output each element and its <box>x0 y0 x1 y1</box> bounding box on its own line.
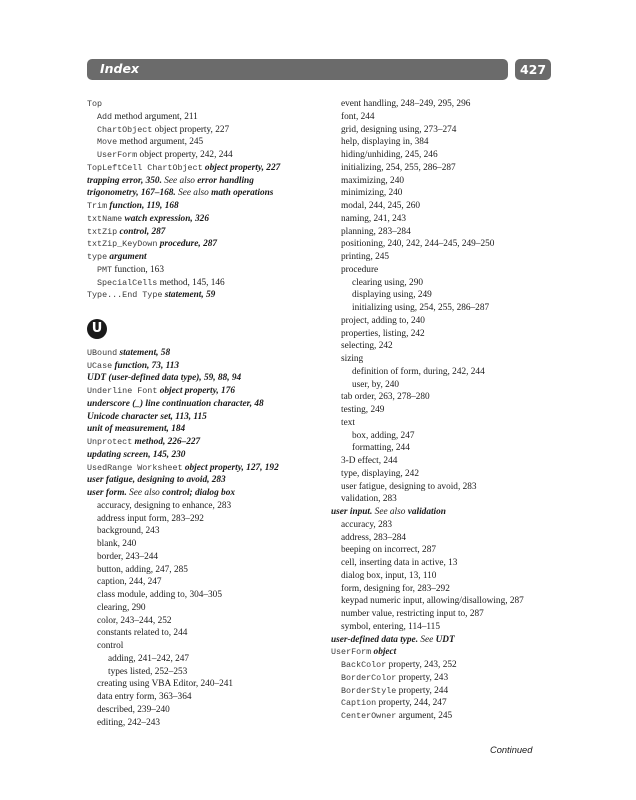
entry-text: Underline Font <box>87 386 158 396</box>
entry-text: constants related to, 244 <box>97 628 188 639</box>
entry-text: object property, 242, 244 <box>137 150 233 160</box>
entry-text: object property, 176 <box>157 386 236 396</box>
entry-text: naming, 241, 243 <box>341 213 407 224</box>
index-column-right <box>331 98 561 723</box>
entry-text: box, adding, 247 <box>352 430 415 441</box>
index-entry <box>331 634 561 647</box>
entry-text: control <box>97 641 124 651</box>
index-subentry <box>331 659 561 672</box>
section-title: Index <box>100 61 140 76</box>
entry-text: object <box>371 647 397 658</box>
index-entry <box>331 506 561 519</box>
entry-text: UserForm <box>97 150 138 160</box>
index-subentry <box>87 124 327 137</box>
index-subentry <box>331 149 561 162</box>
index-entry <box>87 462 327 475</box>
section-gap <box>87 302 327 315</box>
index-subentry <box>87 576 327 589</box>
entry-text: caption, 244, 247 <box>97 577 162 588</box>
index-subentry <box>331 124 561 137</box>
entry-text: maximizing, 240 <box>341 175 405 186</box>
index-subentry <box>87 149 327 162</box>
index-entry <box>87 449 327 462</box>
index-subentry <box>331 583 561 596</box>
index-entry <box>87 487 327 500</box>
entry-text: type <box>87 252 108 262</box>
entry-text: BorderStyle <box>341 685 397 696</box>
entry-text: Move <box>97 137 118 148</box>
entry-text: help, displaying in, 384 <box>341 137 429 148</box>
entry-text: argument <box>107 252 147 262</box>
entry-text: adding, 241–242, 247 <box>108 653 190 664</box>
entry-text: user fatigue, designing to avoid, 283 <box>341 481 477 492</box>
index-subentry <box>331 493 561 506</box>
entry-text: printing, 245 <box>341 252 390 262</box>
entry-text: user fatigue, designing to avoid, 283 <box>87 475 226 486</box>
entry-text: txtName <box>87 213 123 224</box>
index-subentry <box>87 653 327 666</box>
index-entry <box>87 289 327 302</box>
index-entry <box>87 398 327 411</box>
section-letter-badge: U <box>87 319 107 339</box>
index-subentry <box>331 417 561 430</box>
entry-text: PMT <box>97 264 113 275</box>
entry-text: property, 244 <box>396 685 449 696</box>
index-subentry <box>331 353 561 366</box>
entry-text: initializing using, 254, 255, 286–287 <box>352 303 490 313</box>
entry-text: Add <box>97 111 113 122</box>
entry-text: error handling <box>197 175 254 186</box>
index-entry <box>87 347 327 360</box>
index-subentry <box>331 442 561 455</box>
entry-text: argument, 245 <box>396 711 453 721</box>
index-entry <box>87 98 327 111</box>
index-subentry <box>87 602 327 615</box>
entry-text: event handling, 248–249, 295, 296 <box>341 99 471 109</box>
index-entry <box>87 360 327 373</box>
entry-text: control; dialog box <box>162 488 235 498</box>
entry-text: TopLeftCell ChartObject <box>87 162 203 173</box>
entry-text: UDT <box>435 634 455 645</box>
index-entry <box>87 423 327 436</box>
entry-text: validation, 283 <box>341 494 397 505</box>
index-subentry <box>331 532 561 545</box>
index-entry <box>87 175 327 188</box>
index-subentry <box>331 685 561 698</box>
index-entry <box>87 411 327 424</box>
index-subentry <box>331 608 561 621</box>
index-subentry <box>331 302 561 315</box>
index-subentry <box>331 379 561 392</box>
entry-text: accuracy, designing to enhance, 283 <box>97 500 232 511</box>
entry-text: definition of form, during, 242, 244 <box>352 366 485 377</box>
index-subentry <box>87 640 327 653</box>
index-subentry <box>331 697 561 710</box>
index-subentry <box>331 366 561 379</box>
entry-text: types listed, 252–253 <box>108 666 188 677</box>
entry-text: dialog box, input, 13, 110 <box>341 570 437 581</box>
index-entry <box>87 200 327 213</box>
entry-text: See also <box>374 507 408 517</box>
index-subentry <box>87 589 327 602</box>
entry-text: symbol, entering, 114–115 <box>341 621 440 632</box>
entry-text: properties, listing, 242 <box>341 328 425 339</box>
entry-text: selecting, 242 <box>341 341 393 352</box>
entry-text: object property, 227 <box>202 162 281 173</box>
header-bar <box>87 59 508 80</box>
entry-text: validation <box>407 507 446 517</box>
index-subentry <box>87 551 327 564</box>
index-subentry <box>331 430 561 443</box>
entry-text: watch expression, 326 <box>122 213 209 224</box>
index-subentry <box>87 500 327 513</box>
index-column-left <box>87 98 327 729</box>
index-subentry <box>331 557 561 570</box>
entry-text: clearing using, 290 <box>352 277 424 288</box>
index-subentry <box>331 328 561 341</box>
entry-text: beeping on incorrect, 287 <box>341 545 437 556</box>
entry-text: BorderColor <box>341 672 397 683</box>
index-entry <box>331 646 561 659</box>
entry-text: grid, designing using, 273–274 <box>341 124 457 135</box>
entry-text: button, adding, 247, 285 <box>97 564 188 575</box>
entry-text: Unprotect <box>87 437 133 447</box>
index-subentry <box>331 226 561 239</box>
entry-text: displaying using, 249 <box>352 290 432 301</box>
entry-text: SpecialCells <box>97 277 158 288</box>
index-subentry <box>331 238 561 251</box>
index-subentry <box>331 264 561 277</box>
entry-text: creating using VBA Editor, 240–241 <box>97 679 234 690</box>
entry-text: formatting, 244 <box>352 443 410 454</box>
index-subentry <box>331 213 561 226</box>
entry-text: keypad numeric input, allowing/disallowing, 287 <box>341 596 524 607</box>
entry-text: See also <box>164 175 198 186</box>
index-subentry <box>331 251 561 264</box>
entry-text: blank, 240 <box>97 539 137 549</box>
entry-text: underscore (_) line continuation character, 48 <box>87 398 264 409</box>
entry-text: See also <box>129 488 163 498</box>
index-subentry <box>87 264 327 277</box>
index-entry <box>87 238 327 251</box>
entry-text: positioning, 240, 242, 244–245, 249–250 <box>341 239 495 250</box>
entry-text: testing, 249 <box>341 405 385 415</box>
index-subentry <box>331 315 561 328</box>
entry-text: font, 244 <box>341 111 375 122</box>
entry-text: class module, adding to, 304–305 <box>97 590 222 600</box>
index-subentry <box>331 111 561 124</box>
page-number: 427 <box>515 59 551 80</box>
entry-text: function, 119, 168 <box>107 201 179 211</box>
entry-text: UCase <box>87 360 113 371</box>
entry-text: unit of measurement, 184 <box>87 424 186 435</box>
index-entry <box>87 436 327 449</box>
entry-text: ChartObject <box>97 124 153 135</box>
entry-text: object property, 127, 192 <box>182 462 279 473</box>
index-subentry <box>331 340 561 353</box>
index-entry <box>87 213 327 226</box>
entry-text: UDT (user-defined data type), 59, 88, 94 <box>87 373 242 384</box>
entry-text: method argument, 245 <box>117 137 204 148</box>
index-subentry <box>87 666 327 679</box>
entry-text: minimizing, 240 <box>341 188 403 199</box>
entry-text: clearing, 290 <box>97 602 146 613</box>
entry-text: UBound <box>87 347 118 358</box>
index-subentry <box>331 136 561 149</box>
entry-text: background, 243 <box>97 526 160 537</box>
entry-text: project, adding to, 240 <box>341 315 425 326</box>
entry-text: initializing, 254, 255, 286–287 <box>341 162 456 173</box>
entry-text: object property, 227 <box>152 124 230 135</box>
entry-text: See <box>420 634 436 645</box>
section-letter-row <box>87 315 327 347</box>
entry-text: type, displaying, 242 <box>341 468 419 479</box>
entry-text: Unicode character set, 113, 115 <box>87 411 207 422</box>
entry-text: method, 145, 146 <box>157 277 225 288</box>
entry-text: user, by, 240 <box>352 379 400 390</box>
entry-text: form, designing for, 283–292 <box>341 583 450 594</box>
index-subentry <box>87 538 327 551</box>
entry-text: trapping error, 350. <box>87 175 165 186</box>
index-subentry <box>331 162 561 175</box>
entry-text: UserForm <box>331 647 372 658</box>
index-subentry <box>87 704 327 717</box>
entry-text: sizing <box>341 354 364 364</box>
entry-text: Caption <box>341 698 377 709</box>
index-subentry <box>331 710 561 723</box>
entry-text: data entry form, 363–364 <box>97 692 192 702</box>
entry-text: border, 243–244 <box>97 551 159 562</box>
index-subentry <box>87 627 327 640</box>
index-subentry <box>331 98 561 111</box>
entry-text: BackColor <box>341 660 387 670</box>
index-subentry <box>331 570 561 583</box>
index-entry <box>87 226 327 239</box>
index-subentry <box>331 672 561 685</box>
index-subentry <box>87 111 327 124</box>
index-subentry <box>331 621 561 634</box>
entry-text: procedure <box>341 264 379 275</box>
entry-text: color, 243–244, 252 <box>97 615 172 626</box>
index-entry <box>87 474 327 487</box>
index-subentry <box>331 468 561 481</box>
index-subentry <box>87 717 327 730</box>
index-subentry <box>331 175 561 188</box>
entry-text: tab order, 263, 278–280 <box>341 392 430 403</box>
entry-text: user-defined data type. <box>331 634 421 645</box>
index-subentry <box>331 200 561 213</box>
entry-text: 3-D effect, 244 <box>341 456 398 466</box>
entry-text: method argument, 211 <box>112 111 198 122</box>
entry-text: Type...End Type <box>87 290 163 301</box>
entry-text: number value, restricting input to, 287 <box>341 609 484 619</box>
entry-text: CenterOwner <box>341 711 397 721</box>
index-subentry <box>331 544 561 557</box>
entry-text: planning, 283–284 <box>341 226 411 237</box>
entry-text: function, 73, 113 <box>112 360 180 371</box>
entry-text: accuracy, 283 <box>341 519 393 530</box>
entry-text: property, 243 <box>396 672 449 683</box>
entry-text: editing, 242–243 <box>97 717 161 728</box>
entry-text: trigonometry, 167–168. <box>87 188 179 199</box>
index-subentry <box>331 391 561 404</box>
index-subentry <box>331 455 561 468</box>
index-entry <box>87 372 327 385</box>
index-subentry <box>331 519 561 532</box>
index-subentry <box>331 289 561 302</box>
index-entry <box>87 187 327 200</box>
continued-label: Continued <box>490 745 533 755</box>
index-entry <box>87 162 327 175</box>
entry-text: user form. <box>87 488 130 498</box>
entry-text: user input. <box>331 507 375 517</box>
entry-text: updating screen, 145, 230 <box>87 449 186 460</box>
entry-text: property, 244, 247 <box>376 698 447 709</box>
index-subentry <box>331 404 561 417</box>
entry-text: control, 287 <box>117 226 166 237</box>
index-subentry <box>331 187 561 200</box>
entry-text: txtZip_KeyDown <box>87 239 158 250</box>
entry-text: Trim <box>87 201 108 211</box>
index-subentry <box>87 277 327 290</box>
entry-text: statement, 59 <box>162 290 216 301</box>
entry-text: property, 243, 252 <box>386 660 457 670</box>
entry-text: Top <box>87 99 103 109</box>
index-entry <box>87 385 327 398</box>
index-subentry <box>87 525 327 538</box>
entry-text: described, 239–240 <box>97 704 170 715</box>
entry-text: cell, inserting data in active, 13 <box>341 558 458 568</box>
entry-text: See also <box>178 188 212 199</box>
entry-text: method, 226–227 <box>132 437 201 447</box>
entry-text: text <box>341 417 355 428</box>
entry-text: statement, 58 <box>117 347 171 358</box>
index-entry <box>87 251 327 264</box>
index-subentry <box>87 564 327 577</box>
entry-text: hiding/unhiding, 245, 246 <box>341 150 438 160</box>
entry-text: UsedRange Worksheet <box>87 462 183 473</box>
entry-text: procedure, 287 <box>157 239 218 250</box>
entry-text: modal, 244, 245, 260 <box>341 201 421 211</box>
entry-text: math operations <box>211 188 274 199</box>
entry-text: address, 283–284 <box>341 532 407 543</box>
index-subentry <box>87 615 327 628</box>
entry-text: address input form, 283–292 <box>97 513 204 524</box>
index-subentry <box>87 691 327 704</box>
index-subentry <box>331 595 561 608</box>
index-subentry <box>331 481 561 494</box>
index-subentry <box>87 513 327 526</box>
index-subentry <box>87 136 327 149</box>
entry-text: txtZip <box>87 226 118 237</box>
index-subentry <box>331 277 561 290</box>
index-subentry <box>87 678 327 691</box>
entry-text: function, 163 <box>112 264 164 275</box>
